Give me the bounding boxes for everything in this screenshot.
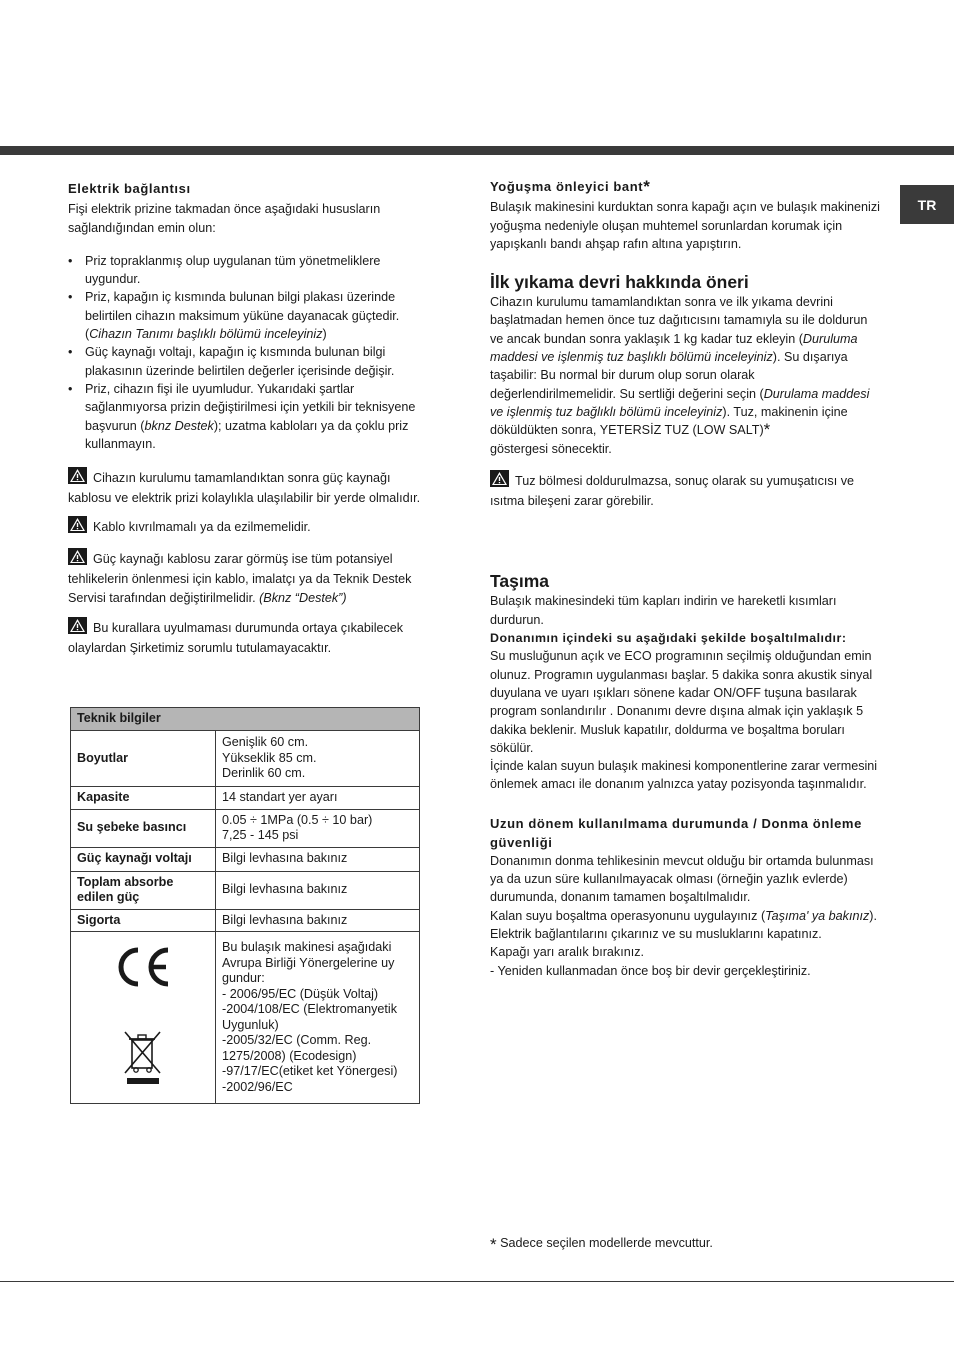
- first-wash-heading: İlk yıkama devri hakkında öneri: [490, 272, 749, 293]
- table-header-row: [71, 708, 420, 731]
- frost-protection-text: Kalan suyu boşaltma operasyonunu uygulayınız (Taşıma' ya bakınız).: [490, 908, 877, 923]
- transport-steps: Su musluğunun açık ve ECO programının seçilmiş olduğundan emin olunuz. Programın uygulanması başlar. 5 dakika sonra akustik sinyal duyulana ve uyarı ışıkları sönene kadar ON/OFF tuşuna basılarak program sonlandırılır . Donanımı devre dışına almak için yaklaşık 5 dakika beklenir. Musluk kapatılır, doldurma ve boşaltma boruları sökülür.: [490, 649, 873, 755]
- warning-icon: [490, 470, 509, 492]
- conformity-symbols: [71, 932, 216, 1104]
- crossed-out-wheelie-bin-icon: [77, 1030, 209, 1091]
- language-tab: TR: [900, 185, 954, 224]
- transport-text: Bulaşık makinesindeki tüm kapları indirin ve hareketli kısımları durdurun.: [490, 594, 837, 627]
- anti-condensation-heading: Yoğuşma önleyici bant*: [490, 177, 651, 196]
- table-title: Teknik bilgiler: [71, 708, 420, 731]
- frost-protection-text: Elektrik bağlantılarını çıkarınız ve su musluklarını kapatınız.: [490, 926, 822, 941]
- table-row: Boyutlar Genişlik 60 cm. Yükseklik 85 cm. Derinlik 60 cm.: [71, 731, 420, 787]
- table-row: Kapasite 14 standart yer ayarı: [71, 787, 420, 810]
- list-item: • Priz topraklanmış olup uygulanan tüm yönetmeliklere uygundur.: [68, 253, 381, 287]
- transport-heading: Taşıma: [490, 571, 550, 592]
- table-row: Sigorta Bilgi levhasına bakınız: [71, 909, 420, 932]
- frost-protection-text: Kapağı yarı aralık bırakınız.: [490, 945, 644, 960]
- ce-mark-icon: [77, 945, 209, 994]
- bottom-rule: [0, 1281, 954, 1282]
- electrical-connection-heading: Elektrik bağlantısı: [68, 181, 191, 196]
- anti-condensation-text: Bulaşık makinesini kurduktan sonra kapağı açın ve bulaşık makinenizi yoğuşma nedeniyle oluşan muhtemel sorunlardan korumak için yapışkanlı bandı ahşap rafın altına yapıştırın.: [490, 200, 880, 251]
- warning-note: Güç kaynağı kablosu zarar görmüş ise tüm potansiyel tehlikelerin önlenmesi için kablo, imalatçı ya da Teknik Destek Servisi tarafından değiştirilmelidir. (Bknz “Destek”): [68, 548, 434, 607]
- warning-note: Kablo kıvrılmamalı ya da ezilmemelidir.: [68, 516, 434, 538]
- frost-protection-heading: Uzun dönem kullanılmama durumunda / Donma önleme güvenliği: [490, 815, 862, 850]
- warning-note: Cihazın kurulumu tamamlandıktan sonra güç kaynağı kablosu ve elektrik prizi kolaylıkla ulaşılabilir bir yerde olmalıdır.: [68, 467, 434, 508]
- warning-icon: [68, 548, 87, 570]
- list-item: • Priz, cihazın fişi ile uyumludur. Yukarıdaki şartlar sağlanmıyorsa prizin değiştirilmesi için yetkili bir teknisyene başvurun (bknz Destek); uzatma kabloları ya da çoklu priz kullanmayın.: [68, 381, 416, 451]
- warning-note: Bu kurallara uyulmaması durumunda ortaya çıkabilecek olaylardan Şirketimiz sorumlu tutulamayacaktır.: [68, 617, 434, 658]
- left-column: [68, 180, 434, 658]
- frost-protection-text: Donanımın donma tehlikesinin mevcut olduğu bir ortamda bulunması ya da uzun süre kullanılmayacak olması (örneğin yazlık evlerde) durumunda, donanım tamamen boşaltılmalıdır.: [490, 853, 874, 905]
- list-item: • Priz, kapağın iç kısmında bulunan bilgi plakası üzerinde belirtilen cihazın maksimum yüküne dayanacak güçtedir. (Cihazın Tanımı başlıklı bölümü inceleyiniz): [68, 290, 400, 342]
- frost-protection-text: - Yeniden kullanmadan önce boş bir devir gerçekleştiriniz.: [490, 963, 811, 978]
- right-column: [490, 178, 880, 980]
- electrical-intro: Fişi elektrik prizine takmadan önce aşağıdaki hususların sağlandığından emin olun:: [68, 202, 381, 235]
- table-row: [71, 932, 420, 1104]
- list-item: • Güç kaynağı voltajı, kapağın iç kısmında bulunan bilgi plakasının üzerinde belirtilen değerler içerisinde değişir.: [68, 345, 395, 378]
- table-row: Su şebeke basıncı 0.05 ÷ 1MPa (0.5 ÷ 10 bar) 7,25 - 145 psi: [71, 809, 420, 847]
- electrical-checklist: [68, 252, 434, 453]
- table-row: Güç kaynağı voltajı Bilgi levhasına bakınız: [71, 847, 420, 871]
- warning-icon: [68, 516, 87, 538]
- first-wash-text: Cihazın kurulumu tamamlandıktan sonra ve ilk yıkama devrini başlatmadan hemen önce tuz dağıtıcısını tamamıyla su ile doldurun ve ancak bundan sonra yaklaşık 1 kg kadar tuz ekleyin (Duruluma maddesi ve işlenmiş tuz başlıklı bölümü inceleyiniz). Su dışarıya taşabilir: Bu normal bir durum olup sorun olarak değerlendirilmemelidir. Su sertliği değerini seçin (Durulama maddesi ve işlenmiş tuz bağlıklı bölümü inceleyiniz). Tuz, makinenin içine döküldükten sonra, YETERSİZ TUZ (LOW SALT)* göstergesi sönecektir.: [490, 295, 870, 456]
- eu-directives: Bu bulaşık makinesi aşağıdaki Avrupa Birliği Yönergelerine uy gundur: - 2006/95/EC (Düşük Voltaj) -2004/108/EC (Elektromanyetik Uygunluk) -2005/32/EC (Comm. Reg. 1275/2008) (Ecodesign) -97/17/EC(etiket ket Yönergesi) -2002/96/EC: [216, 932, 420, 1104]
- warning-icon: [68, 617, 87, 639]
- top-rule: [0, 146, 954, 155]
- technical-specs-table: [70, 707, 420, 1104]
- transport-subheading: Donanımın içindeki su aşağıdaki şekilde boşaltılmalıdır:: [490, 631, 847, 646]
- footnote: * Sadece seçilen modellerde mevcuttur.: [490, 1235, 713, 1254]
- transport-note: İçinde kalan suyun bulaşık makinesi komponentlerine zarar vermesini önlemek amacı ile donanım yalnızca yatay pozisyonda taşınmalıdır.: [490, 759, 878, 792]
- warning-icon: [68, 467, 87, 489]
- warning-note: Tuz bölmesi doldurulmazsa, sonuç olarak su yumuşatıcısı ve ısıtma bileşeni zarar görebilir.: [490, 470, 880, 511]
- table-row: Toplam absorbe edilen güç Bilgi levhasına bakınız: [71, 871, 420, 909]
